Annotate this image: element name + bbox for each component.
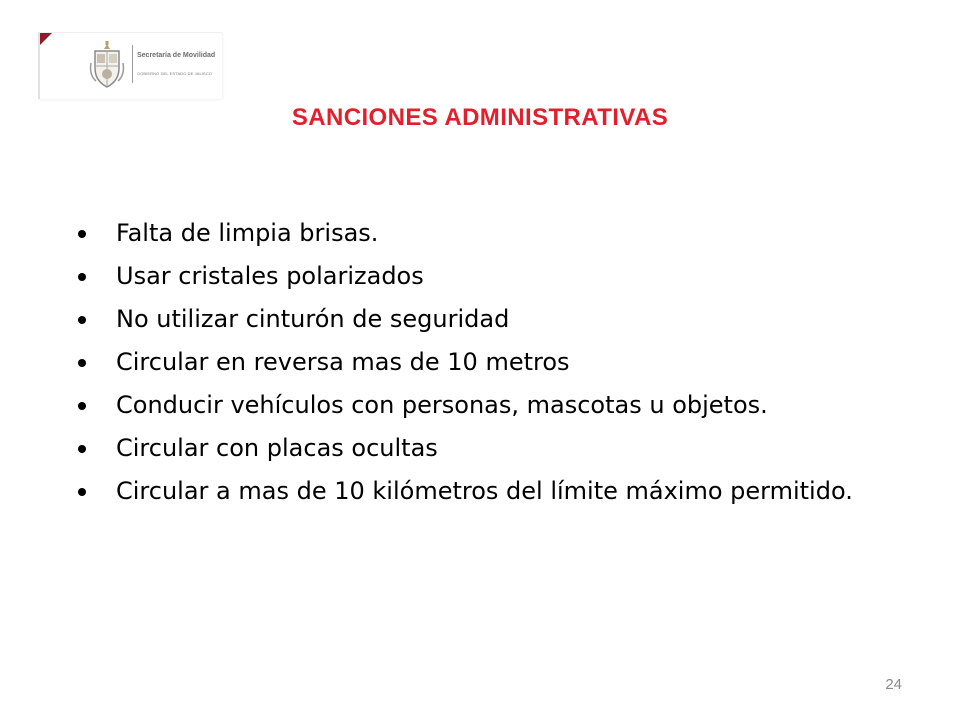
bullet-item: [78, 390, 908, 420]
bullet-icon: [78, 359, 86, 367]
bullet-item: [78, 476, 908, 506]
bullet-item: [78, 218, 908, 248]
bullet-item: [78, 433, 908, 463]
slide-title: SANCIONES ADMINISTRATIVAS: [291, 104, 669, 131]
state-seal-icon: [88, 41, 126, 89]
bullet-icon: [78, 402, 86, 410]
bullet-text: Circular en reversa mas de 10 metros: [116, 348, 570, 376]
bullet-text: Circular a mas de 10 kilómetros del límite máximo permitido.: [116, 477, 853, 505]
bullet-icon: [78, 316, 86, 324]
page-number: 24: [885, 676, 902, 693]
bullet-icon: [78, 445, 86, 453]
bullet-text: Circular con placas ocultas: [116, 434, 438, 462]
logo-title: Secretaría de Movilidad: [137, 52, 216, 59]
logo: [38, 32, 222, 99]
bullet-icon: [78, 230, 86, 238]
bullet-text: Conducir vehículos con personas, mascotas u objetos.: [116, 391, 768, 419]
bullet-text: Falta de limpia brisas.: [116, 219, 379, 247]
bullet-icon: [78, 488, 86, 496]
logo-subtitle: GOBIERNO DEL ESTADO DE JALISCO: [137, 71, 213, 76]
bullet-text: No utilizar cinturón de seguridad: [116, 305, 510, 333]
logo-corner-accent: [40, 33, 52, 45]
bullet-item: [78, 261, 908, 291]
bullet-icon: [78, 273, 86, 281]
bullet-text: Usar cristales polarizados: [116, 262, 424, 290]
bullet-list: [78, 218, 908, 519]
logo-divider: [132, 45, 133, 83]
bullet-item: [78, 304, 908, 334]
bullet-item: [78, 347, 908, 377]
